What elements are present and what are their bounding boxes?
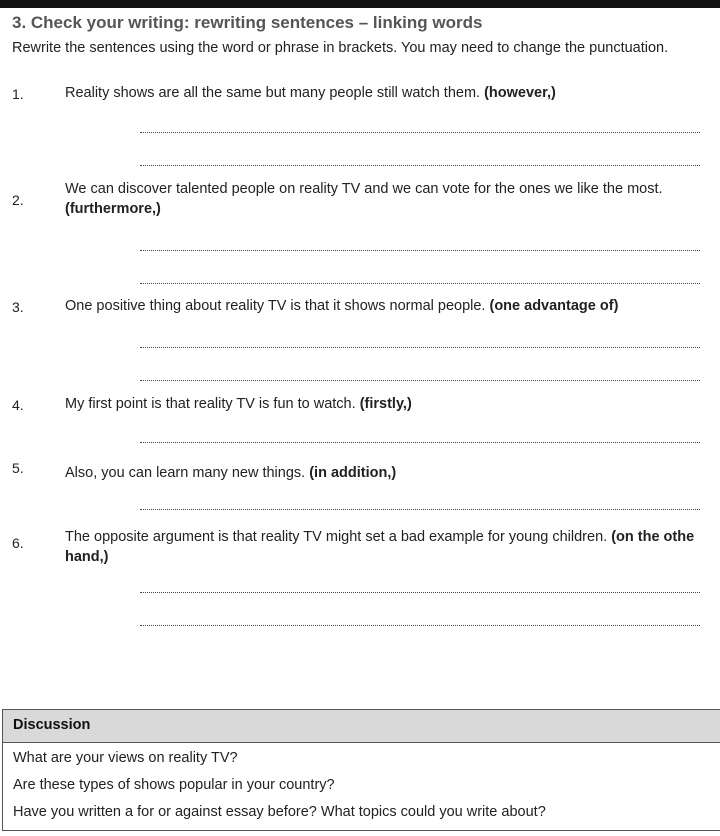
item-number: 1. bbox=[12, 86, 24, 102]
item-number: 2. bbox=[12, 192, 24, 208]
item-sentence bbox=[65, 179, 663, 219]
sentence-text: My first point is that reality TV is fun to watch. bbox=[65, 396, 356, 412]
item-number: 3. bbox=[12, 299, 24, 315]
sentence-text: Also, you can learn many new things. bbox=[65, 465, 306, 481]
sentence-text: One positive thing about reality TV is that it shows normal people. bbox=[65, 298, 486, 314]
sentence-text: We can discover talented people on reality TV and we can vote for the ones we like the most. bbox=[65, 181, 663, 197]
discussion-question: Are these types of shows popular in your country? bbox=[13, 777, 335, 793]
bracket-prompt: (however,) bbox=[484, 85, 556, 101]
discussion-heading: Discussion bbox=[3, 710, 720, 743]
item-sentence bbox=[65, 83, 556, 103]
discussion-question: Have you written a for or against essay before? What topics could you write about? bbox=[13, 804, 546, 820]
item-sentence bbox=[65, 463, 396, 483]
item-number: 6. bbox=[12, 535, 24, 551]
answer-line[interactable] bbox=[140, 250, 700, 251]
answer-line[interactable] bbox=[140, 509, 700, 510]
bracket-prompt: (one advantage of) bbox=[489, 298, 619, 314]
answer-line[interactable] bbox=[140, 165, 700, 166]
bracket-prompt-continued: hand,) bbox=[65, 549, 109, 565]
discussion-box bbox=[2, 709, 720, 831]
top-border bbox=[0, 0, 720, 8]
item-sentence bbox=[65, 527, 720, 567]
bracket-prompt: (furthermore,) bbox=[65, 201, 161, 217]
answer-line[interactable] bbox=[140, 442, 700, 443]
discussion-question: What are your views on reality TV? bbox=[13, 750, 238, 766]
bracket-prompt: (firstly,) bbox=[359, 396, 412, 412]
answer-line[interactable] bbox=[140, 592, 700, 593]
item-number: 4. bbox=[12, 397, 24, 413]
answer-line[interactable] bbox=[140, 132, 700, 133]
sentence-text: The opposite argument is that reality TV might set a bad example for young children. bbox=[65, 529, 608, 545]
item-sentence bbox=[65, 394, 412, 414]
answer-line[interactable] bbox=[140, 380, 700, 381]
answer-line[interactable] bbox=[140, 283, 700, 284]
sentence-text: Reality shows are all the same but many people still watch them. bbox=[65, 85, 481, 101]
instruction-text: Rewrite the sentences using the word or phrase in brackets. You may need to change the punctuation. bbox=[12, 40, 669, 56]
section-title: 3. Check your writing: rewriting sentences – linking words bbox=[12, 13, 483, 32]
item-sentence bbox=[65, 296, 618, 316]
answer-line[interactable] bbox=[140, 625, 700, 626]
bracket-prompt: (in addition,) bbox=[309, 465, 397, 481]
item-number: 5. bbox=[12, 460, 24, 476]
bracket-prompt: (on the othe bbox=[611, 529, 695, 545]
answer-line[interactable] bbox=[140, 347, 700, 348]
